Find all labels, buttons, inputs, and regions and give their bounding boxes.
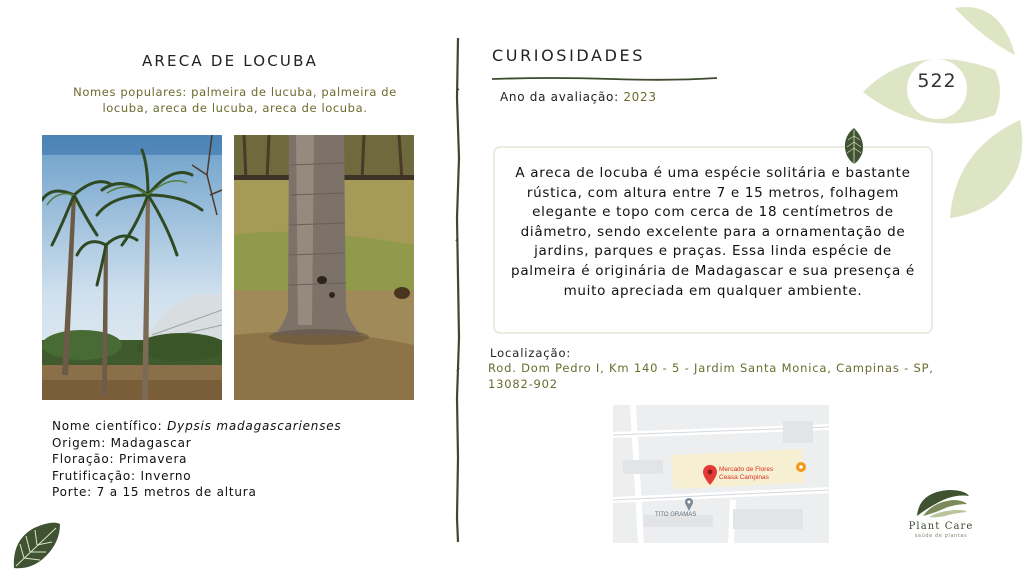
popular-names (55, 84, 415, 116)
fruiting-row (52, 468, 341, 485)
popular-names-value: palmeira de lucuba, palmeira de locuba, areca de lucuba, areca de locuba. (102, 85, 397, 115)
location-address: Rod. Dom Pedro I, Km 140 - 5 - Jardim Santa Monica, Campinas - SP, 13082-902 (488, 361, 934, 391)
flowering-label: Floração: (52, 452, 115, 466)
evaluation-label: Ano da avaliação: (500, 90, 619, 104)
scientific-name-row (52, 418, 341, 435)
map-pin-icon (703, 465, 717, 485)
badge-number: 522 (917, 70, 957, 92)
fruiting-label: Frutificação: (52, 468, 136, 483)
plant-facts (52, 418, 341, 501)
size-value: 7 a 15 metros de altura (96, 485, 257, 499)
origin-value: Madagascar (110, 435, 192, 450)
location-map[interactable] (613, 405, 829, 543)
leaf-icon (10, 520, 62, 572)
location-label: Localização: (490, 346, 572, 360)
curiosities-title: CURIOSIDADES (492, 46, 645, 65)
flowering-value: Primavera (119, 452, 188, 466)
logo-name: Plant Care (908, 521, 974, 532)
map-secondary-label: TITO GRAMAS (655, 512, 697, 518)
vertical-divider (452, 38, 464, 542)
scientific-name-label: Nome científico: (52, 419, 163, 433)
evaluation-value: 2023 (623, 90, 657, 104)
map-place-line1: Mercado de Flores (719, 466, 774, 473)
flowering-row (52, 451, 341, 468)
fruiting-value: Inverno (140, 468, 192, 483)
popular-names-label: Nomes populares: (73, 85, 187, 99)
size-label: Porte: (52, 485, 93, 499)
plant-title: ARECA DE LOCUBA (141, 52, 319, 70)
plant-care-logo (913, 486, 971, 520)
scientific-name-value: Dypsis madagascarienses (167, 419, 342, 433)
map-place-label (719, 466, 773, 482)
map-place-line2: Ceasa Campinas (719, 474, 769, 481)
origin-row (52, 435, 341, 452)
small-leaf-icon (842, 126, 866, 166)
size-row (52, 484, 341, 501)
evaluation-year (500, 90, 657, 104)
trunk-photo (234, 135, 414, 400)
decorative-leaves (855, 0, 1024, 225)
palm-photo (42, 135, 222, 400)
description-text: A areca de locuba é uma espécie solitária e bastante rústica, com altura entre 7 e 15 metros, folhagem elegante e topo com cerca de 18 centímetros de diâmetro, sendo excelente para a ornamentação de jardins, parques e praças. Essa linda espécie de palmeira é originária de Madagascar e sua presença é muito apreciada em qualquer ambiente. (511, 165, 915, 299)
title-underline (492, 68, 717, 76)
origin-label: Origem: (52, 435, 107, 450)
logo-tagline: saúde de plantas (914, 533, 968, 539)
